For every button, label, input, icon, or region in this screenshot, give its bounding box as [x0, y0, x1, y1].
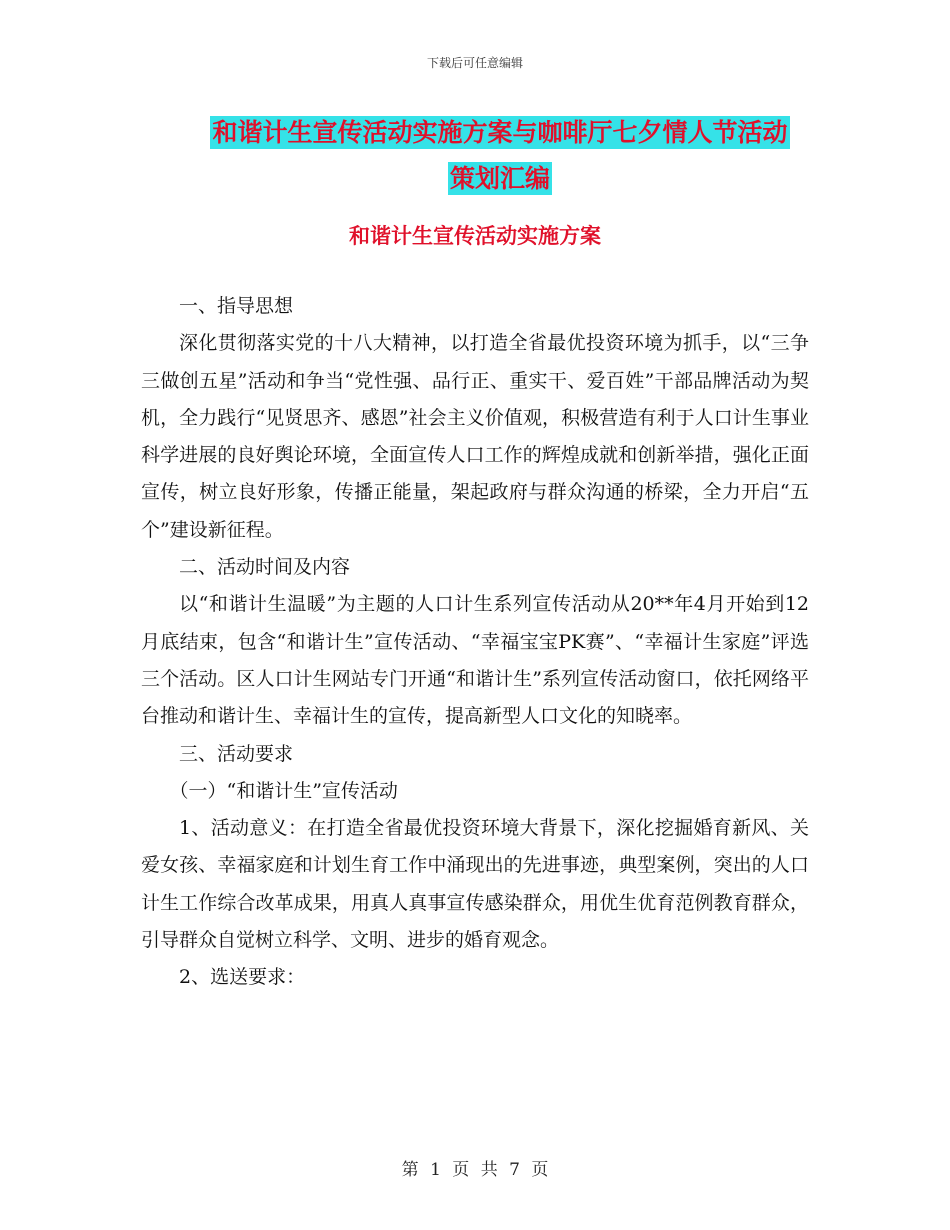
document-body — [141, 288, 809, 997]
section-title: 和谐计生宣传活动实施方案 — [349, 224, 601, 248]
document-title — [140, 110, 860, 202]
paragraph-submission-requirements: 2、选送要求： — [179, 966, 306, 989]
header-note: 下载后可任意编辑 — [426, 56, 523, 70]
heading-activity-requirements: 三、活动要求 — [179, 742, 294, 765]
title-line-2: 策划汇编 — [449, 164, 550, 193]
page-footer: 第 1 页 共 7 页 — [401, 1160, 549, 1180]
heading-activity-time: 二、活动时间及内容 — [179, 556, 351, 579]
paragraph-guiding-ideology: 深化贯彻落实党的十八大精神，以打造全省最优投资环境为抓手，以“三争三做创五星”活动和争当“党性强、品行正、重实干、爱百姓”干部品牌活动为契机，全力践行“见贤思齐、感恩”社会主义价值观，积极营造有利于人口计生事业科学进展的良好舆论环境，全面宣传人口工作的辉煌成就和创新举措，强化正面宣传，树立良好形象，传播正能量，架起政府与群众沟通的桥梁，全力开启“五个”建设新征程。 — [141, 332, 809, 541]
subheading-publicity-activity: （一）“和谐计生”宣传活动 — [169, 779, 398, 802]
paragraph-activity-time: 以“和谐计生温暖”为主题的人口计生系列宣传活动从20**年4月开始到12月底结束，包含“和谐计生”宣传活动、“幸福宝宝PK赛”、“幸福计生家庭”评选三个活动。区人口计生网站专门开通“和谐计生”系列宣传活动窗口，依托网络平台推动和谐计生、幸福计生的宣传，提高新型人口文化的知晓率。 — [141, 593, 809, 728]
paragraph-activity-significance: 1、活动意义：在打造全省最优投资环境大背景下，深化挖掘婚育新风、关爱女孩、幸福家庭和计划生育工作中涌现出的先进事迹，典型案例，突出的人口计生工作综合改革成果，用真人真事宣传感染群众，用优生优育范例教育群众，引导群众自觉树立科学、文明、进步的婚育观念。 — [141, 817, 809, 952]
heading-guiding-ideology: 一、指导思想 — [179, 295, 294, 317]
title-line-1: 和谐计生宣传活动实施方案与咖啡厅七夕情人节活动 — [212, 118, 788, 147]
